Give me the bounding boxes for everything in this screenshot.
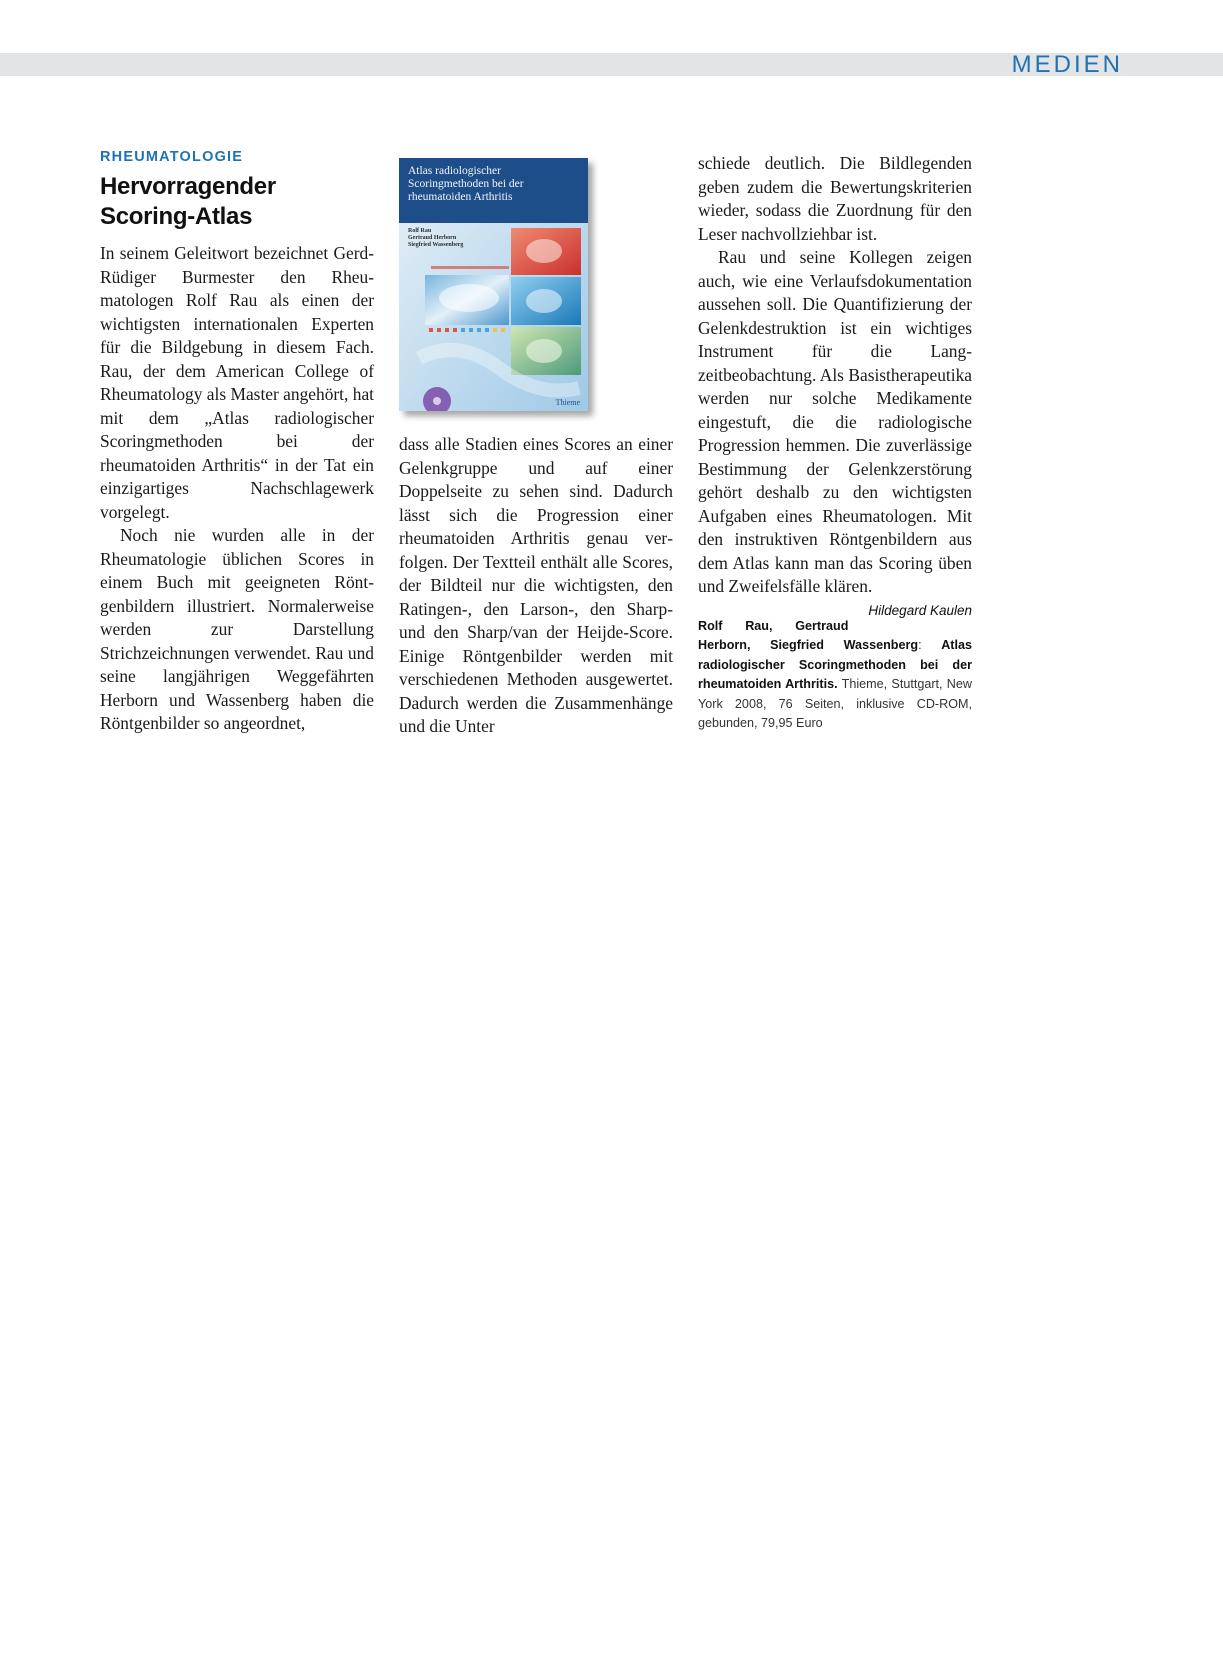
- book-cover-authors: [408, 228, 498, 249]
- author-byline: Hildegard Kaulen: [868, 602, 972, 618]
- paragraph: Noch nie wurden alle in der Rheumatologie üblichen Scores in einem Buch mit geeigneten Röntgenbildern illustriert. Normalerweise werden zur Darstellung Strichzeichnungen verwendet. Rau und seine langjährigen Weggefährten Herborn und Wassenberg haben die Röntgenbilder so angeordnet,: [100, 525, 374, 733]
- section-label: MEDIEN: [1011, 51, 1123, 78]
- bibliography-note: [698, 617, 972, 734]
- article-headline: [100, 172, 374, 232]
- book-cover-author: Gertraud Herborn: [408, 235, 457, 241]
- book-cover-author: Siegfried Wassenberg: [408, 242, 464, 248]
- paragraph: In seinem Geleitwort bezeichnet Gerd-Rüdiger Burmester den Rheumatologen Rolf Rau als einen der wichtigsten internationalen Experten für die Bildgebung in diesem Fach. Rau, der dem American College of Rheumatology als Master angehört, hat mit dem „Atlas radiologischer Scoringmethoden bei der rheumatoiden Arthritis“ in der Tat ein einzigartiges Nachschlagewerk vorgelegt.: [100, 243, 374, 522]
- article-column-3: [698, 152, 972, 734]
- publisher-logo: Thieme: [555, 398, 580, 407]
- article-column-1: [100, 148, 374, 736]
- headline-line-1: Hervorragender: [100, 173, 276, 200]
- paragraph: dass alle Stadien eines Scores an einer Gelenkgruppe und auf einer Doppelseite zu sehen sind. Dadurch lässt sich die Progression einer rheumatoiden Arthritis genau verfolgen. Der Textteil enthält alle Scores, der Bildteil nur die wichtigsten, den Ratingen-, den Larson-, den Sharp- und den Sharp/van der Heijde-Score. Einige Röntgenbilder werden mit verschiedenen Methoden ausgewertet. Dadurch werden die Zusammenhänge und die Unter: [399, 434, 673, 736]
- paragraph: schiede deutlich. Die Bildlegenden geben zudem die Bewertungskriterien wieder, sodass die Zuordnung für den Leser nachvollziehbar ist.: [698, 153, 972, 244]
- paragraph: Rau und seine Kollegen zeigen auch, wie eine Verlaufsdokumentation aussehen soll. Die Quantifizierung der Gelenkdestruktion ist ein wichtiges Instrument für die Langzeitbeobachtung. Als Basistherapeutika werden nur solche Medikamente eingestuft, die die radiologische Progression hemmen. Die zuverlässige Bestimmung der Gelenkzerstörung gehört deshalb zu den wichtigsten Aufgaben eines Rheumatologen. Mit den instruktiven Röntgenbildern aus dem Atlas kann man das Scoring üben und Zweifelsfälle klären.: [698, 247, 972, 596]
- headline-line-2: Scoring-Atlas: [100, 203, 253, 230]
- article-column-2: [399, 433, 673, 739]
- biblio-title: Atlas radiologischer Scoringmethoden bei der rheumatoiden Arthritis.: [698, 638, 972, 691]
- biblio-authors: Rolf Rau, Gertraud Herborn, Siegfried Wassenberg: [698, 618, 919, 652]
- book-cover-image: [399, 158, 588, 411]
- paragraph-with-byline: [698, 246, 972, 618]
- book-cover-title: Atlas radiologischer Scoringmethoden bei der rheumatoiden Arthritis: [408, 165, 524, 203]
- article-kicker: RHEUMATOLOGIE: [100, 149, 244, 165]
- biblio-details: Thieme, Stuttgart, New York 2008, 76 Seiten, inklusive CD-ROM, gebunden, 79,95 Euro: [698, 677, 973, 730]
- biblio-separator: :: [918, 638, 942, 652]
- book-cover-author: Rolf Rau: [408, 228, 432, 234]
